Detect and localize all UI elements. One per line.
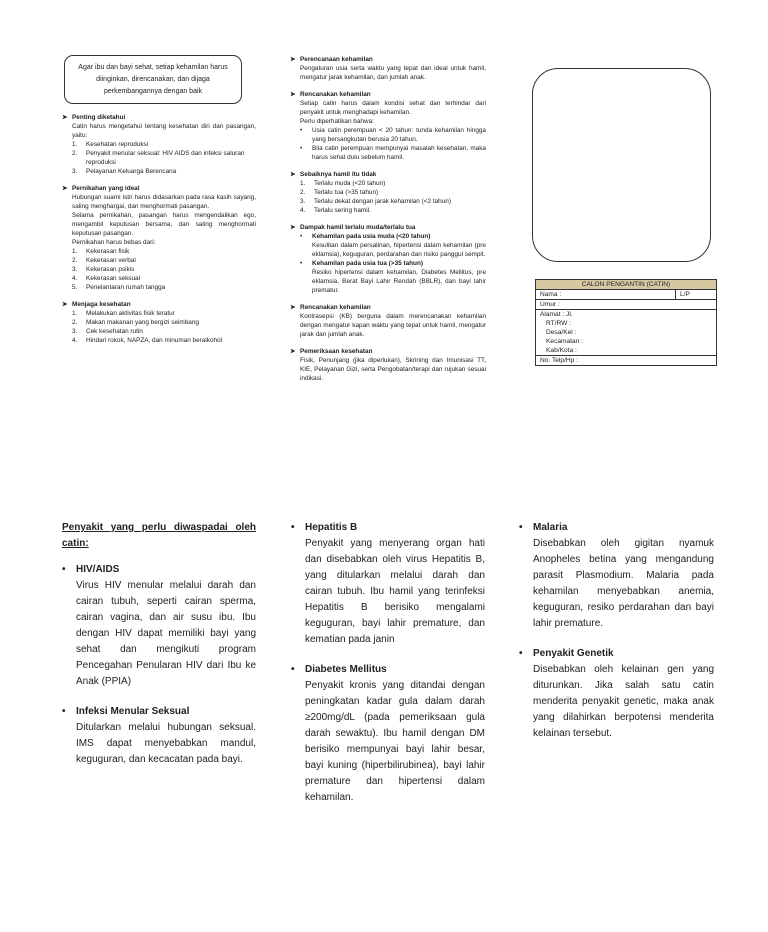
list-item: 4. Hindari rokok, NAPZA, dan minuman beralkohol [72,337,223,344]
disease-ims: • Infeksi Menular Seksual Ditularkan melalui hubungan seksual. IMS dapat menyebabkan mandul, keguguran, dan kecacatan pada bayi. [62,706,256,765]
menjaga-list [62,309,256,345]
section-title: Dampak hamil terlalu muda/terlalu tua [300,224,416,231]
paragraph: Hubungan suami istri harus didasarkan pada rasa kasih sayang, saling menghargai, dan menghormati pasangan. [72,194,256,210]
section-perencanaan [290,55,486,82]
bottom-middle-column [291,520,485,820]
bullet-icon: • [519,648,523,659]
list-item: 1. Melakukan aktivitas fisik teratur [72,310,175,317]
bullet-icon: • [62,706,66,717]
list-item: 3. Terlalu dekat dengan jarak kehamilan (<2 tahun) [300,198,451,205]
photo-frame [532,68,711,262]
top-middle-column [290,55,486,391]
list-item: 2. Penyakit menular seksual: HIV AIDS dan infeksi saluran reproduksi [72,150,245,166]
bullet-icon: • [300,145,303,152]
pernikahan-list [62,247,256,292]
section-title: Pemeriksaan kesehatan [300,348,373,355]
catin-table [535,279,717,366]
section-title: Penting diketahui [72,114,126,121]
bullet-icon: • [300,233,303,240]
paragraph: Pernikahan harus bebas dari: [72,239,156,246]
catin-lp: L/P [675,290,712,299]
list-item: 4. Kekerasan seksual [72,275,140,282]
bottom-left-column [62,520,256,782]
section-title: Menjaga kesehatan [72,301,131,308]
catin-row-telp[interactable]: No. Telp/Hp : [540,357,578,364]
section-rencanakan [290,90,486,162]
bullet-icon: • [300,127,303,134]
section-penting [62,113,256,176]
paragraph: Setiap catin harus dalam kondisi sehat dan terhindar dari penyakit untuk menghadapi kehamilan. [300,100,486,116]
section-dampak [290,223,486,295]
sebaiknya-list [290,179,486,215]
catin-row-umur[interactable]: Umur : [536,300,716,310]
list-item: 5. Penelantaran rumah tangga [72,284,166,291]
bullet-icon: • [300,260,303,267]
arrow-icon: ➤ [62,114,68,121]
bullet-icon: • [291,522,295,533]
section-pernikahan [62,184,256,292]
list-item: 1. Kekerasan fisik [72,248,130,255]
list-item: • Usia catin perempuan < 20 tahun: tunda kehamilan hingga yang bersangkutan berusia 20 tahun. [300,127,486,143]
section-title: Rencanakan kehamilan [300,304,371,311]
section-menjaga [62,300,256,345]
paragraph: Kontrasepsi (KB) berguna dalam merencanakan kehamilan dengan mengatur kapan waktu yang tepat untuk hamil, mengatur jarak dan jumlah anak. [300,313,486,338]
arrow-icon: ➤ [290,91,296,98]
section-title: Pernikahan yang ideal [72,185,140,192]
list-item: 4. Terlalu sering hamil. [300,207,371,214]
tagline-text: Agar ibu dan bayi sehat, setiap kehamilan harus diinginkan, direncanakan, dan dijaga perkembangannya dengan baik [78,63,228,95]
paragraph: Selama pernikahan, pasangan harus mengendalikan ego, mengambil keputusan bersama, dan saling menghormati keputusan pasangan. [72,212,256,237]
disease-diabetes: • Diabetes Mellitus Penyakit kronis yang ditandai dengan peningkatan kadar gula dalam darah ≥200mg/dL (pada pemeriksaan gula darah sewaktu). Ibu hamil dengan DM berisiko mempunyai bayi lahir besar, bayi kuning (hiperbilirubinea), bayi lahir premature dan hipertensi dalam kehamilan. [291,664,485,803]
list-item: 3. Cek kesehatan rutin [72,328,143,335]
catin-row-alamat[interactable]: Alamat : Jl. RT/RW : Desa/Kel : Kecamatan : Kab/Kota : [536,310,716,356]
arrow-icon: ➤ [62,301,68,308]
tagline-box [64,55,242,104]
bullet-icon: • [519,522,523,533]
list-item: 2. Makan makanan yang bergizi seimbang [72,319,199,326]
disease-malaria: • Malaria Disebabkan oleh gigitan nyamuk Anopheles betina yang mengandung parasit Plasmodium. Malaria pada kehamilan menyebabkan anemia, keguguran, resiko perdarahan dan bayi lahir premature. [519,522,714,629]
bottom-right-column [519,520,714,756]
diseases-heading: Penyakit yang perlu diwaspadai oleh catin: [62,522,256,549]
disease-genetik: • Penyakit Genetik Disebabkan oleh kelainan gen yang diturunkan. Jika salah satu catin menderita penyakit genetic, maka anak yang dilahirkan berpotensi menderita kelainan tersebut. [519,648,714,739]
list-item: 2. Terlalu tua (>35 tahun) [300,189,379,196]
top-left-column [62,113,256,353]
paragraph: Fisik, Penunjang (jika diperlukan), Skrining dan Imunisasi TT, KIE, Pelayanan Gizi, serta Pengobatan/terapi dan rujukan sesuai indikasi. [300,357,486,382]
bullet-icon: • [62,564,66,575]
catin-table-header: CALON PENGANTIN (CATIN) [536,280,716,290]
paragraph: Pengaturan usia serta waktu yang tepat dan ideal untuk hamil, mengatur jarak kehamilan, dan jumlah anak. [300,65,486,81]
list-item: • Kehamilan pada usia tua (>35 tahun) Resiko hipertensi dalam kehamilan, Diabetes Mellitus, pre eklamsia, Berat Bayi Lahir Rendah (BBLR), dan bayi lahir prematur. [300,260,486,294]
disease-hiv: • HIV/AIDS Virus HIV menular melalui darah dan cairan tubuh, seperti cairan sperma, cairan vagina, dan air susu ibu. Ibu dengan HIV dapat memiliki bayi yang sehat dan mengikuti program Pencegahan Penularan HIV dari Ibu ke Anak (PPIA) [62,564,256,687]
paragraph: Perlu diperhatikan bahwa: [300,118,374,125]
section-pemeriksaan [290,347,486,383]
disease-hepatitis: • Hepatitis B Penyakit yang menyerang organ hati dan disebabkan oleh virus Hepatitis B, yang ditularkan melalui darah dan cairan tubuh. Ibu hamil yang terinfeksi Hepatitis B berisiko mengalami keguguran, bayi lahir premature, dan kematian pada janin [291,522,485,645]
section-intro: Catin harus mengetahui tentang kesehatan diri dan pasangan, yaitu: [72,123,256,139]
dampak-bullets [290,232,486,295]
list-item: 1. Terlalu muda (<20 tahun) [300,180,386,187]
list-item: • Kehamilan pada usia muda (<20 tahun) Kesulitan dalam persalinan, hipertensi dalam kehamilan (pre eklamsia), keguguran, perdarahan dan risiko panggul sempit. [300,233,486,258]
bullet-icon: • [291,664,295,675]
list-item: 2. Kekerasan verbal [72,257,136,264]
arrow-icon: ➤ [290,171,296,178]
arrow-icon: ➤ [290,224,296,231]
list-item: 3. Pelayanan Keluarga Berencana [72,168,177,175]
list-item: • Bila catin perempuan mempunyai masalah kesehatan, maka harus sehat dulu sebelum hamil. [300,145,486,161]
rencanakan-bullets [290,126,486,162]
arrow-icon: ➤ [290,56,296,63]
arrow-icon: ➤ [290,348,296,355]
section-rencanakan-kb [290,303,486,339]
penting-list [62,140,256,176]
catin-row-nama[interactable]: Nama : L/P [536,290,716,300]
arrow-icon: ➤ [290,304,296,311]
section-title: Rencanakan kehamilan [300,91,371,98]
section-title: Sebaiknya hamil itu tidak [300,171,377,178]
section-title: Perencanaan kehamilan [300,56,373,63]
list-item: 3. Kekerasan psikis [72,266,135,273]
section-sebaiknya [290,170,486,215]
list-item: 1. Kesehatan reproduksi [72,141,149,148]
arrow-icon: ➤ [62,185,68,192]
